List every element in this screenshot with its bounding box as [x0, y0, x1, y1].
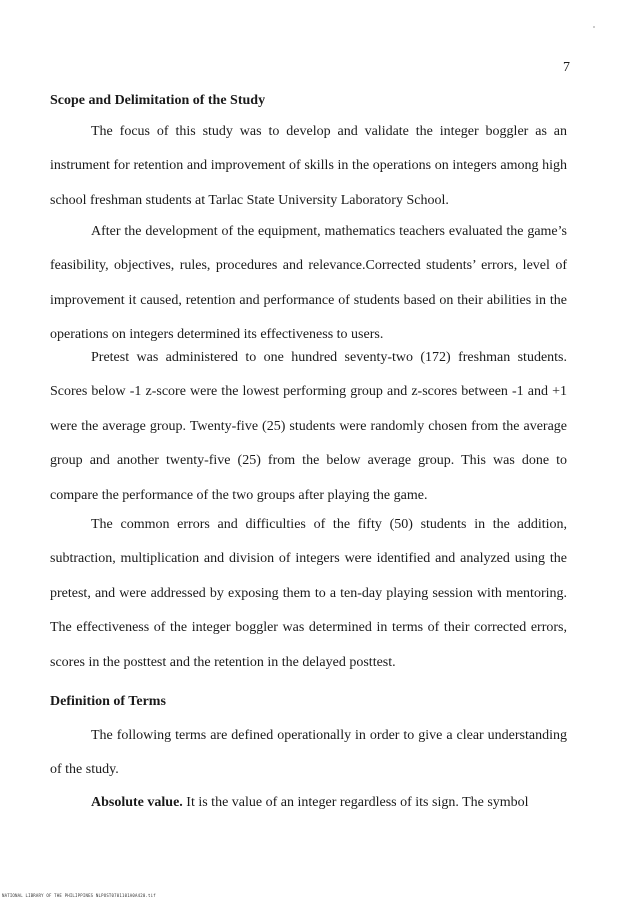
definition-absolute-value: [50, 786, 567, 820]
definition-term: Absolute value.: [91, 795, 183, 810]
section-heading-scope: Scope and Delimitation of the Study: [50, 93, 266, 108]
library-footer-stamp: NATIONAL LIBRARY OF THE PHILIPPINES NLPOST0701101A0A420.tif: [2, 893, 156, 898]
definitions-intro-paragraph: The following terms are defined operationally in order to give a clear understanding of the study.: [50, 728, 567, 778]
definition-text: It is the value of an integer regardless of its sign. The symbol: [182, 795, 529, 810]
scope-paragraph-3: Pretest was administered to one hundred seventy-two (172) freshman students. Scores below -1 z-score were the lowest performing group and z-scores between -1 and +1 were the average group. Twenty-five (25) students were randomly chosen from the average group and another twenty-five (25) from the below average group. This was done to compare the performance of the two groups after playing the game.: [50, 350, 567, 503]
page-number: 7: [563, 60, 570, 75]
scan-speck: [593, 26, 595, 28]
scope-paragraph-1: The focus of this study was to develop and validate the integer boggler as an instrument for retention and improvement of skills in the operations on integers among high school freshman students at Tarlac State University Laboratory School.: [50, 124, 567, 208]
scope-paragraph-4: The common errors and difficulties of the fifty (50) students in the addition, subtraction, multiplication and division of integers were identified and analyzed using the pretest, and were addressed by exposing them to a ten-day playing session with mentoring. The effectiveness of the integer boggler was determined in terms of their corrected errors, scores in the posttest and the retention in the delayed posttest.: [50, 517, 567, 670]
section-heading-definitions: Definition of Terms: [50, 694, 166, 709]
scope-paragraph-2: After the development of the equipment, mathematics teachers evaluated the game’s feasibility, objectives, rules, procedures and relevance.Corrected students’ errors, level of improvement it caused, retention and performance of students based on their abilities in the operations on integers determined its effectiveness to users.: [50, 224, 567, 343]
